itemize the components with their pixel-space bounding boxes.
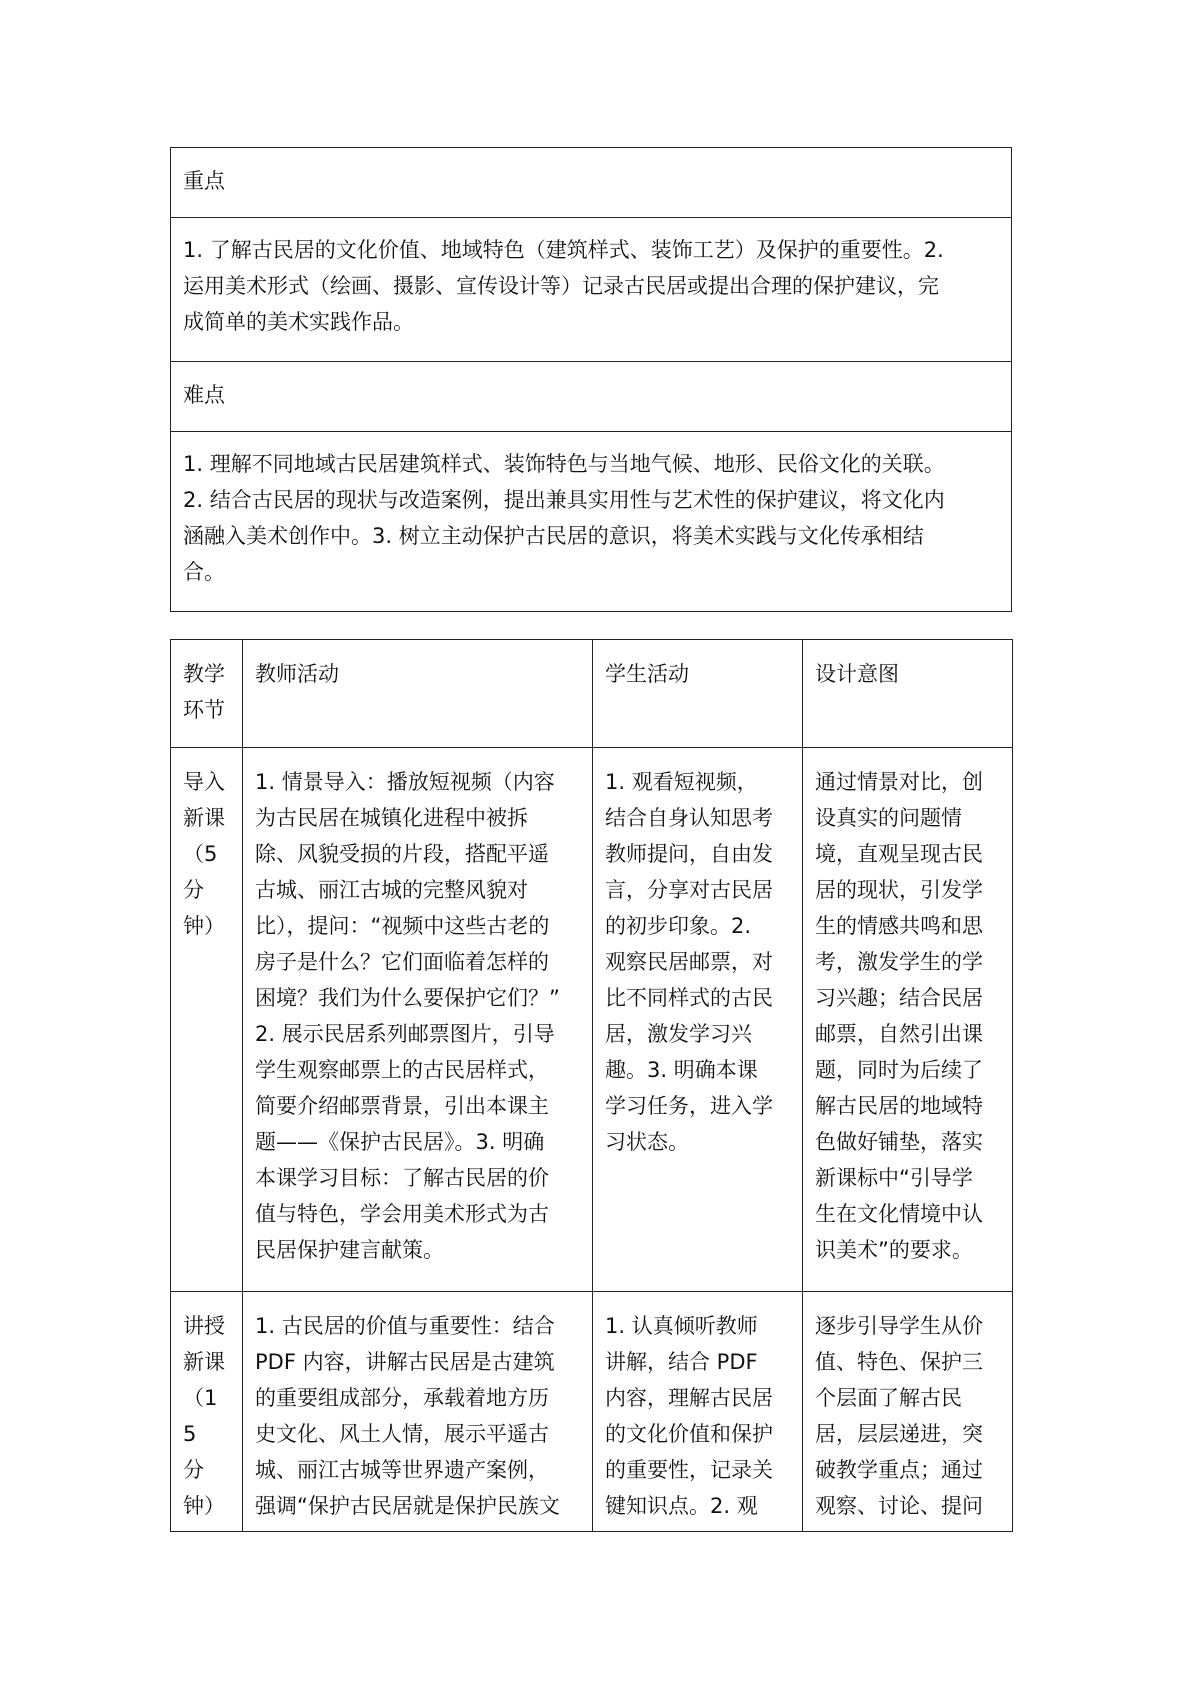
teacher-activity-cell xyxy=(243,1292,593,1532)
key-points-content-row xyxy=(171,218,1012,362)
design-intent-text: 逐步引导学生从价 值、特色、保护三 个层面了解古民 居，层层递进，突 破教学重点；通过 观察、讨论、提问 xyxy=(815,1314,983,1518)
design-intent-cell xyxy=(803,1292,1013,1532)
student-activity-cell xyxy=(593,1292,803,1532)
table-row xyxy=(171,748,1013,1292)
stage-cell xyxy=(171,1292,243,1532)
header-stage: 教学 环节 xyxy=(171,640,243,748)
header-student-activity: 学生活动 xyxy=(593,640,803,748)
key-points-table xyxy=(170,147,1012,612)
difficult-points-content: 1. 理解不同地域古民居建筑样式、装饰特色与当地气候、地形、民俗文化的关联。 2. 结合古民居的现状与改造案例，提出兼具实用性与艺术性的保护建议，将文化内 涵融入美术创作中。3. 树立主动保护古民居的意识，将美术实践与文化传承相结 合。 xyxy=(171,432,1012,612)
key-points-title-row xyxy=(171,148,1012,218)
table-header-row xyxy=(171,640,1013,748)
table-row xyxy=(171,1292,1013,1532)
header-teacher-activity: 教师活动 xyxy=(243,640,593,748)
stage-cell: 导入 新课 （5 分 钟） xyxy=(171,748,243,1292)
student-activity-text: 1. 认真倾听教师 讲解，结合 PDF 内容，理解古民居 的文化价值和保护 的重要性，记录关 键知识点。2. 观 xyxy=(605,1314,773,1518)
key-points-content: 1. 了解古民居的文化价值、地域特色（建筑样式、装饰工艺）及保护的重要性。2. 运用美术形式（绘画、摄影、宣传设计等）记录古民居或提出合理的保护建议，完 成简单的美术实践作品。 xyxy=(171,218,1012,362)
difficult-points-content-row xyxy=(171,432,1012,612)
stage-text: 讲授 新课 （15 分 钟） xyxy=(183,1314,225,1518)
key-points-title: 重点 xyxy=(171,148,1012,218)
student-activity-cell: 1. 观看短视频， 结合自身认知思考 教师提问，自由发 言，分享对古民居 的初步印象。2. 观察民居邮票，对 比不同样式的古民 居，激发学习兴 趣。3. 明确本课 学习任务，进入学 习状态。 xyxy=(593,748,803,1292)
teacher-activity-text: 1. 古民居的价值与重要性：结合 PDF 内容，讲解古民居是古建筑 的重要组成部分，承载着地方历 史文化、风土人情，展示平遥古 城、丽江古城等世界遗产案例， 强调“保护古民居就是保护民族文 xyxy=(255,1314,560,1518)
teacher-activity-cell: 1. 情景导入：播放短视频（内容 为古民居在城镇化进程中被拆 除、风貌受损的片段，搭配平遥 古城、丽江古城的完整风貌对 比），提问：“视频中这些古老的 房子是什么？它们面临着怎样的 困境？我们为什么要保护它们？” 2. 展示民居系列邮票图片，引导 学生观察邮票上的古民居样式， 简要介绍邮票背景，引出本课主 题——《保护古民居》。3. 明确 本课学习目标：了解古民居的价 值与特色，学会用美术形式为古 民居保护建言献策。 xyxy=(243,748,593,1292)
design-intent-cell: 通过情景对比，创 设真实的问题情 境，直观呈现古民 居的现状，引发学 生的情感共鸣和思 考，激发学生的学 习兴趣；结合民居 邮票，自然引出课 题，同时为后续了 解古民居的地域特 色做好铺垫，落实 新课标中“引导学 生在文化情境中认 识美术”的要求。 xyxy=(803,748,1013,1292)
difficult-points-title-row xyxy=(171,362,1012,432)
teaching-process-table xyxy=(170,639,1013,1532)
difficult-points-title: 难点 xyxy=(171,362,1012,432)
header-design-intent: 设计意图 xyxy=(803,640,1013,748)
